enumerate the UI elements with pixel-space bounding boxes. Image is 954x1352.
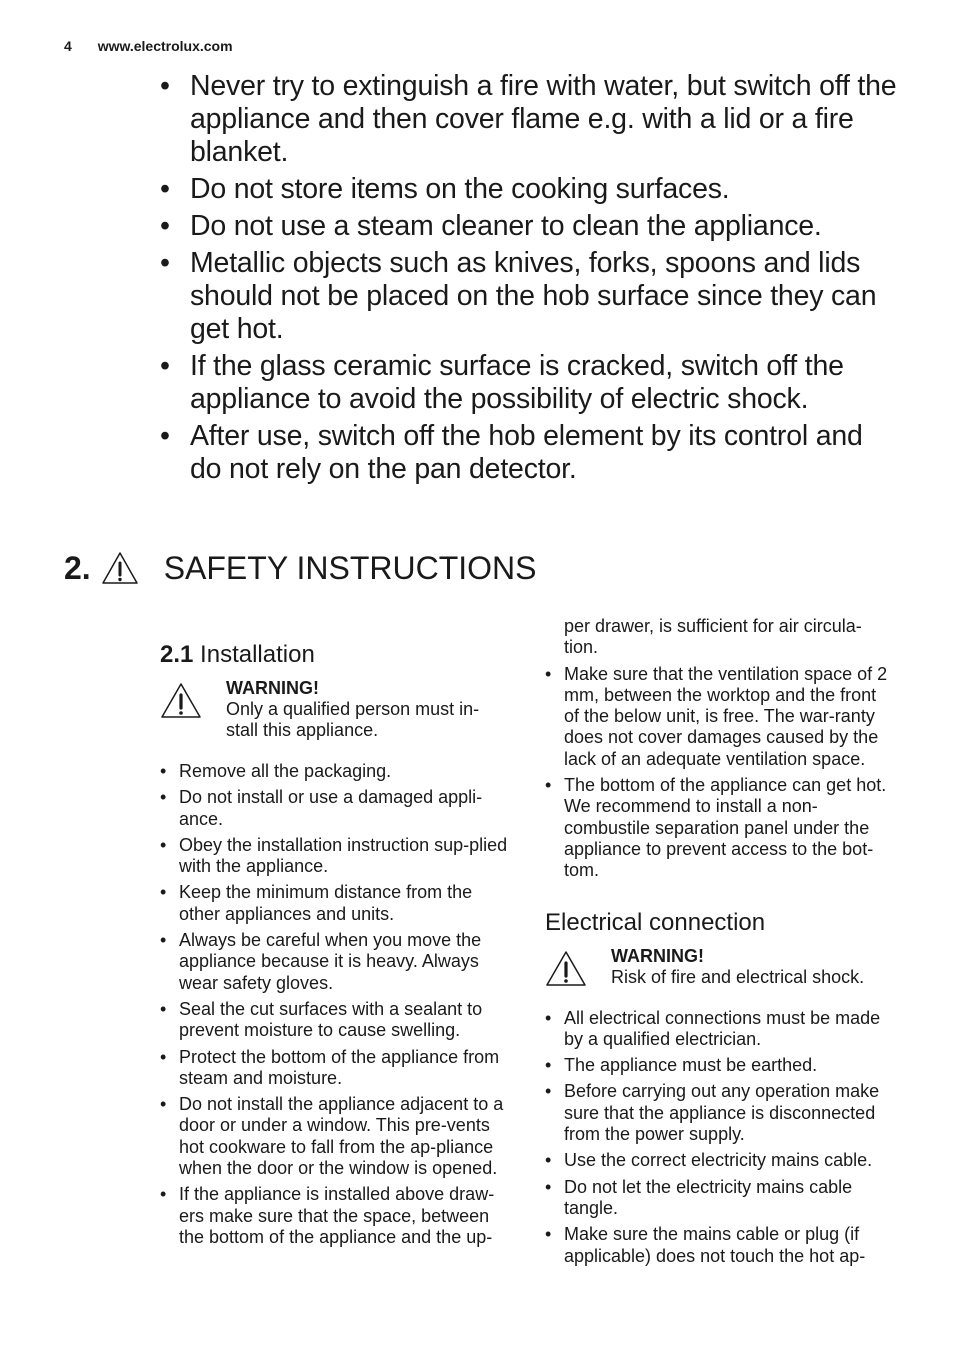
list-item: • Obey the installation instruction sup-plied with the appliance. [160, 835, 510, 878]
installation-list [160, 761, 510, 1248]
list-item: • Protect the bottom of the appliance from steam and moisture. [160, 1047, 510, 1090]
website-url: www.electrolux.com [97, 38, 233, 54]
list-item: • The bottom of the appliance can get hot. We recommend to install a non-combustile separation panel under the appliance to prevent access to the bot-tom. [545, 775, 895, 881]
installation-list-continued [545, 664, 895, 882]
electrical-warning [545, 946, 895, 988]
list-item: • Never try to extinguish a fire with water, but switch off the appliance and then cover flame e.g. with a lid or a fire blanket. [160, 70, 900, 169]
warning-triangle-icon [160, 682, 202, 720]
installation-warning [160, 678, 510, 741]
section-heading [64, 548, 536, 588]
list-item: • All electrical connections must be made by a qualified electrician. [545, 1008, 895, 1051]
continued-text: per drawer, is sufficient for air circula-tion. [564, 616, 862, 658]
warning-triangle-icon [545, 950, 587, 988]
right-column [545, 616, 895, 1272]
list-item: • The appliance must be earthed. [545, 1055, 895, 1076]
warning-title: WARNING! [226, 678, 319, 698]
electrical-list [545, 1008, 895, 1267]
page-number: 4 [64, 38, 72, 54]
warning-title: WARNING! [611, 945, 704, 966]
section-title: SAFETY INSTRUCTIONS [163, 550, 537, 586]
list-item: • Seal the cut surfaces with a sealant to prevent moisture to cause swelling. [160, 999, 510, 1042]
warning-text: Risk of fire and electrical shock. [611, 966, 865, 987]
list-item: • Make sure the mains cable or plug (if applicable) does not touch the hot ap- [545, 1224, 895, 1267]
list-item: • Use the correct electricity mains cable. [545, 1150, 895, 1171]
subsection-number: 2.1 [160, 641, 194, 668]
installation-heading [160, 640, 510, 670]
subsection-title: Installation [200, 641, 315, 668]
list-item: • Do not store items on the cooking surfaces. [160, 173, 900, 206]
list-item: • Do not install the appliance adjacent to a door or under a window. This pre-vents hot cookware to fall from the ap-pliance when the door or the window is opened. [160, 1094, 510, 1179]
electrical-heading: Electrical connection [545, 908, 766, 936]
list-item: • After use, switch off the hob element by its control and do not rely on the pan detector. [160, 420, 900, 486]
list-item: • Do not install or use a damaged appli-ance. [160, 787, 510, 830]
list-item: • Always be careful when you move the appliance because it is heavy. Always wear safety gloves. [160, 930, 510, 994]
left-column [160, 640, 510, 1253]
list-item: • Make sure that the ventilation space of 2 mm, between the worktop and the front of the below unit, is free. The war-ranty does not cover damages caused by the lack of an adequate ventilation space. [545, 664, 895, 770]
list-item: • If the glass ceramic surface is cracked, switch off the appliance to avoid the possibility of electric shock. [160, 350, 900, 416]
warning-text: Only a qualified person must in-stall this appliance. [226, 699, 480, 740]
list-item: • Do not use a steam cleaner to clean the appliance. [160, 210, 900, 243]
warning-triangle-icon [101, 551, 139, 585]
list-item: • If the appliance is installed above draw-ers make sure that the space, between the bottom of the appliance and the up- [160, 1184, 510, 1248]
page-header [64, 38, 233, 54]
list-item: • Remove all the packaging. [160, 761, 510, 782]
list-item: • Before carrying out any operation make sure that the appliance is disconnected from the power supply. [545, 1081, 895, 1145]
list-item: • Do not let the electricity mains cable tangle. [545, 1177, 895, 1220]
top-safety-list [160, 70, 900, 490]
list-item: • Metallic objects such as knives, forks, spoons and lids should not be placed on the hob surface since they can get hot. [160, 247, 900, 346]
section-number: 2. [64, 550, 91, 586]
list-item: • Keep the minimum distance from the other appliances and units. [160, 882, 510, 925]
